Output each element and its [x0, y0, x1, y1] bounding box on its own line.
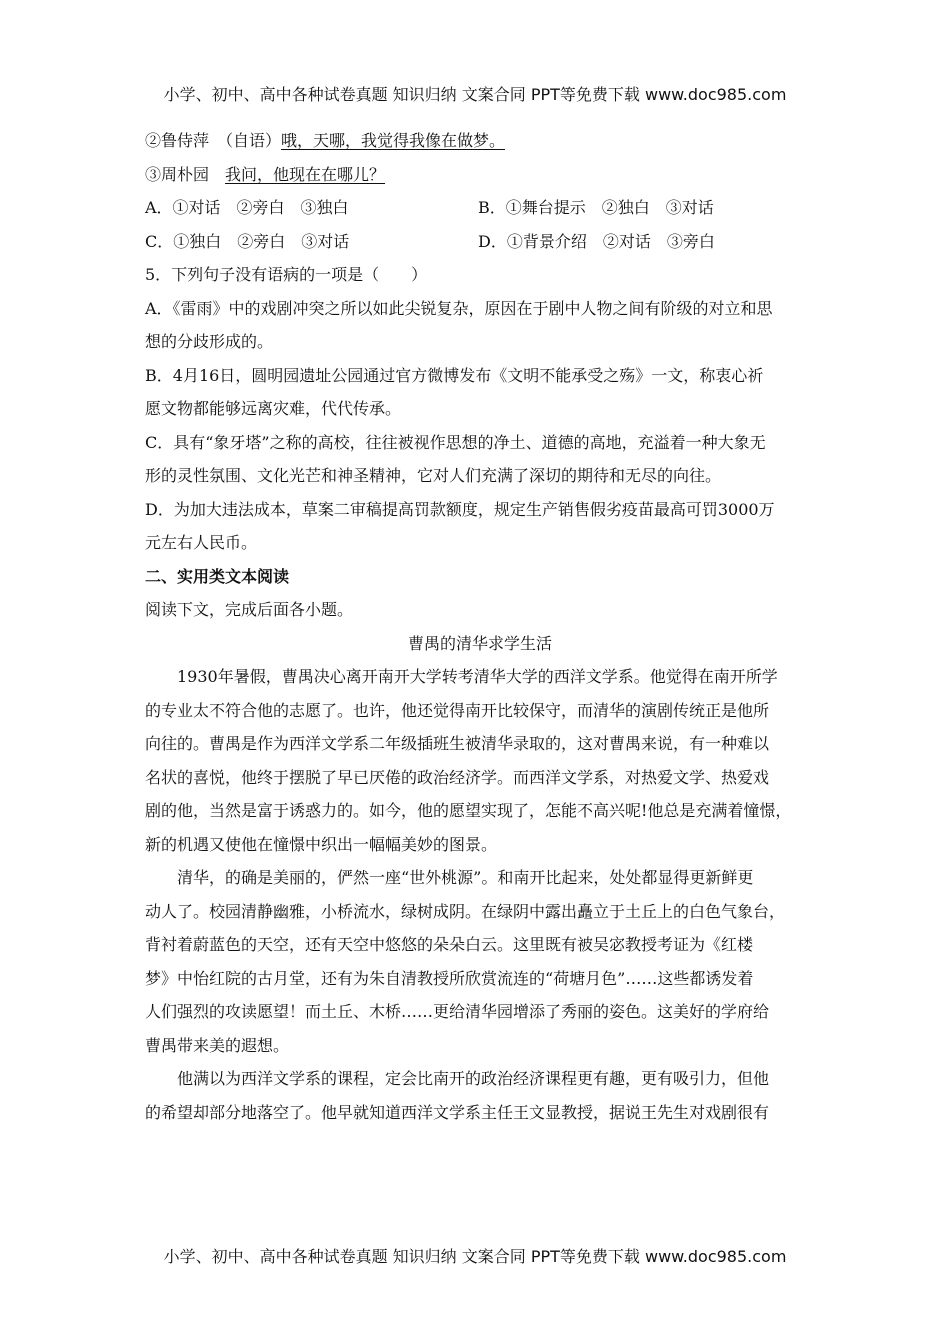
article-paragraph-3	[145, 1062, 815, 1129]
q4-line-2-text: 哦，天哪，我觉得我像在做梦。	[281, 131, 506, 150]
q5-option-d-line-1: D．为加大违法成本，草案二审稿提高罚款额度，规定生产销售假劣疫苗最高可罚3000万	[145, 499, 775, 519]
q5-option-d-line-2: 元左右人民币。	[145, 533, 258, 552]
paragraph-line: 曹禺带来美的遐想。	[145, 1035, 290, 1055]
paragraph-line: 他满以为西洋文学系的课程，定会比南开的政治经济课程更有趣，更有吸引力，但他	[177, 1069, 770, 1088]
q4-line-3-label: ③周朴园	[145, 164, 226, 184]
paragraph-line: 的专业太不符合他的志愿了。也许，他还觉得南开比较保守，而清华的演剧传统正是他所	[145, 700, 770, 720]
q4-line-3	[145, 158, 815, 192]
paragraph-line: 的希望却部分地落空了。他早就知道西洋文学系主任王文显教授，据说王先生对戏剧很有	[145, 1102, 770, 1122]
q5-option-b-line-1: B．4月16日，圆明园遗址公园通过官方微博发布《文明不能承受之殇》一文，称衷心祈	[145, 365, 764, 385]
article-title: 曹禺的清华求学生活	[407, 633, 552, 653]
q4-option-a: A．①对话 ②旁白 ③独白	[145, 198, 349, 217]
page-header: 小学、初中、高中各种试卷真题 知识归纳 文案合同 PPT等免费下载 www.doc985.com	[163, 85, 787, 104]
paragraph-line: 动人了。校园清静幽雅，小桥流水，绿树成阴。在绿阴中露出矗立于土丘上的白色气象台，	[145, 901, 786, 921]
q4-option-c: C．①独白 ②旁白 ③对话	[145, 231, 350, 251]
paragraph-line: 名状的喜悦，他终于摆脱了早已厌倦的政治经济学。而西洋文学系，对热爱文学、热爱戏	[145, 767, 770, 787]
q5-stem: 5．下列句子没有语病的一项是（ ）	[145, 265, 428, 284]
q5-option-c-line-1: C．具有“象牙塔”之称的高校，往往被视作思想的净土、道德的高地，充溢着一种大象无	[145, 432, 766, 452]
paragraph-line: 清华，的确是美丽的，俨然一座“世外桃源”。和南开比起来，处处都显得更新鲜更	[177, 868, 754, 887]
q4-options-row-2	[145, 225, 815, 259]
paragraph-line: 新的机遇又使他在憧憬中织出一幅幅美妙的图景。	[145, 834, 498, 854]
paragraph-line: 梦》中怡红院的古月堂，还有为朱自清教授所欣赏流连的“荷塘月色”……这些都诱发着	[145, 968, 754, 988]
q4-line-3-text: 我问，他现在在哪儿？	[225, 164, 386, 184]
q5-option-a-line-2: 想的分歧形成的。	[145, 332, 274, 351]
q4-option-d: D．①背景介绍 ②对话 ③旁白	[478, 231, 715, 251]
paragraph-line: 背衬着蔚蓝色的天空，还有天空中悠悠的朵朵白云。这里既有被吴宓教授考证为《红楼	[145, 935, 754, 954]
q4-option-b: B．①舞台提示 ②独白 ③对话	[478, 198, 714, 217]
q4-line-2	[145, 124, 815, 158]
paragraph-line: 人们强烈的攻读愿望！而土丘、木桥……更给清华园增添了秀丽的姿色。这美好的学府给	[145, 1002, 770, 1021]
section-heading: 二、实用类文本阅读	[145, 566, 290, 586]
q5-option-b-line-2: 愿文物都能够远离灾难，代代传承。	[145, 399, 402, 418]
q5-option-c-line-2: 形的灵性氛围、文化光芒和神圣精神，它对人们充满了深切的期待和无尽的向往。	[145, 466, 722, 485]
paragraph-line: 1930年暑假，曹禺决心离开南开大学转考清华大学的西洋文学系。他觉得在南开所学	[177, 667, 778, 686]
paragraph-line: 向往的。曹禺是作为西洋文学系二年级插班生被清华录取的，这对曹禺来说，有一种难以	[145, 734, 770, 753]
article-paragraph-2	[145, 861, 815, 1062]
page-footer: 小学、初中、高中各种试卷真题 知识归纳 文案合同 PPT等免费下载 www.doc985.com	[163, 1247, 787, 1266]
q5-option-a-line-1: A．《雷雨》中的戏剧冲突之所以如此尖锐复杂，原因在于剧中人物之间有阶级的对立和思	[145, 298, 773, 318]
paragraph-line: 剧的他，当然是富于诱惑力的。如今，他的愿望实现了，怎能不高兴呢!他总是充满着憧憬，	[145, 801, 792, 820]
q4-line-2-label: ②鲁侍萍 （自语）	[145, 131, 282, 150]
q4-options-row-1	[145, 191, 815, 225]
page-content	[145, 124, 815, 1129]
section-instruction: 阅读下文，完成后面各小题。	[145, 600, 354, 619]
article-paragraph-1	[145, 660, 815, 861]
